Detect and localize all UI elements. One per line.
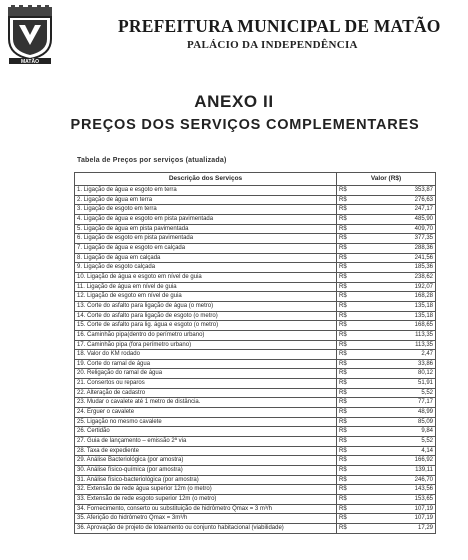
table-row [75,234,436,244]
row-description: 19. Corte do ramal de água [75,359,337,369]
table-row [75,456,436,466]
row-value: 185,36 [351,263,436,273]
row-currency: R$ [337,485,351,495]
row-currency: R$ [337,446,351,456]
row-value: 153,65 [351,495,436,505]
row-description: 22. Alteração de cadastro [75,388,337,398]
row-value: 485,90 [351,214,436,224]
row-value: 238,62 [351,272,436,282]
municipal-crest-logo [5,5,55,65]
table-row [75,446,436,456]
row-currency: R$ [337,340,351,350]
table-row [75,263,436,273]
row-description: 15. Corte de asfalto para lig. água e esgoto (o metro) [75,321,337,331]
row-description: 36. Aprovação de projeto de loteamento ou conjunto habitacional (viabilidade) [75,523,337,533]
row-currency: R$ [337,504,351,514]
row-description: 25. Ligação no mesmo cavalete [75,417,337,427]
row-description: 30. Análise físico-química (por amostra) [75,466,337,476]
row-value: 85,09 [351,417,436,427]
price-table [74,172,436,534]
row-currency: R$ [337,263,351,273]
row-description: 2. Ligação de água em terra [75,195,337,205]
row-currency: R$ [337,417,351,427]
row-currency: R$ [337,224,351,234]
row-value: 246,70 [351,475,436,485]
row-value: 113,35 [351,340,436,350]
row-currency: R$ [337,186,351,196]
row-currency: R$ [337,311,351,321]
row-description: 21. Consertos ou reparos [75,379,337,389]
table-row [75,427,436,437]
table-row [75,253,436,263]
row-currency: R$ [337,456,351,466]
table-body [75,186,436,534]
row-description: 28. Taxa de expediente [75,446,337,456]
row-currency: R$ [337,388,351,398]
table-caption: Tabela de Preços por serviços (atualizada) [77,157,227,164]
table-row [75,379,436,389]
table-row [75,388,436,398]
row-value: 377,35 [351,234,436,244]
row-value: 276,63 [351,195,436,205]
row-description: 24. Erguer o cavalete [75,408,337,418]
row-value: 288,36 [351,243,436,253]
row-description: 14. Corte do asfalto para ligação de esgoto (o metro) [75,311,337,321]
row-currency: R$ [337,495,351,505]
row-value: 113,35 [351,330,436,340]
row-currency: R$ [337,253,351,263]
annex-subtitle: PREÇOS DOS SERVIÇOS COMPLEMENTARES [70,117,420,133]
row-value: 51,91 [351,379,436,389]
row-description: 35. Aferição do hidrômetro Qmax = 3m³/h [75,514,337,524]
table-row [75,272,436,282]
row-description: 29. Análise Bacteriológica (por amostra) [75,456,337,466]
row-description: 7. Ligação de água e esgoto em calçada [75,243,337,253]
row-description: 16. Caminhão pipa(dentro do perímetro urbano) [75,330,337,340]
row-value: 107,19 [351,504,436,514]
row-currency: R$ [337,282,351,292]
row-currency: R$ [337,205,351,215]
row-value: 17,29 [351,523,436,533]
table-row [75,495,436,505]
table-row [75,224,436,234]
table-row [75,485,436,495]
row-currency: R$ [337,350,351,360]
row-currency: R$ [337,243,351,253]
row-value: 107,19 [351,514,436,524]
row-currency: R$ [337,292,351,302]
row-description: 9. Ligação de esgoto calçada [75,263,337,273]
row-description: 3. Ligação de esgoto em terra [75,205,337,215]
row-value: 48,99 [351,408,436,418]
row-description: 33. Extensão de rede esgoto superior 12m (o metro) [75,495,337,505]
row-description: 5. Ligação de água em pista pavimentada [75,224,337,234]
row-description: 12. Ligação de esgoto em nível de guia [75,292,337,302]
row-value: 241,56 [351,253,436,263]
table-row [75,437,436,447]
row-description: 11. Ligação de água em nível de guia [75,282,337,292]
table-row [75,523,436,533]
table-row [75,321,436,331]
table-header-row [75,173,436,186]
header-description: Descrição dos Serviços [75,173,337,186]
row-description: 20. Religação do ramal de água [75,369,337,379]
table-row [75,514,436,524]
table-row [75,475,436,485]
row-currency: R$ [337,427,351,437]
table-row [75,398,436,408]
row-value: 247,17 [351,205,436,215]
row-description: 32. Extensão de rede água superior 12m (o metro) [75,485,337,495]
row-currency: R$ [337,475,351,485]
row-currency: R$ [337,359,351,369]
table-row [75,292,436,302]
row-value: 166,92 [351,456,436,466]
row-value: 139,11 [351,466,436,476]
row-currency: R$ [337,272,351,282]
table-row [75,417,436,427]
table-row [75,195,436,205]
table-row [75,359,436,369]
row-description: 1. Ligação de água e esgoto em terra [75,186,337,196]
row-currency: R$ [337,330,351,340]
row-value: 33,86 [351,359,436,369]
table-row [75,205,436,215]
table-row [75,214,436,224]
row-currency: R$ [337,398,351,408]
row-description: 10. Ligação de água e esgoto em nível de guia [75,272,337,282]
row-description: 8. Ligação de água em calçada [75,253,337,263]
row-description: 31. Análise físico-bacteriológica (por amostra) [75,475,337,485]
row-currency: R$ [337,523,351,533]
palace-subtitle: PALÁCIO DA INDEPENDÊNCIA [187,39,358,51]
row-description: 18. Valor do KM rodado [75,350,337,360]
row-description: 6. Ligação de esgoto em pista pavimentada [75,234,337,244]
row-currency: R$ [337,437,351,447]
row-currency: R$ [337,466,351,476]
row-description: 27. Guia de lançamento – emissão 2ª via [75,437,337,447]
row-value: 409,70 [351,224,436,234]
table-row [75,408,436,418]
row-currency: R$ [337,214,351,224]
row-description: 17. Caminhão pipa (fora perímetro urbano) [75,340,337,350]
row-value: 2,47 [351,350,436,360]
row-currency: R$ [337,408,351,418]
row-value: 5,52 [351,388,436,398]
row-description: 26. Certidão [75,427,337,437]
row-currency: R$ [337,369,351,379]
row-currency: R$ [337,321,351,331]
row-currency: R$ [337,379,351,389]
table-row [75,340,436,350]
row-value: 77,17 [351,398,436,408]
row-value: 168,28 [351,292,436,302]
table-row [75,186,436,196]
table-row [75,330,436,340]
table-row [75,301,436,311]
row-value: 135,18 [351,311,436,321]
row-value: 5,52 [351,437,436,447]
row-currency: R$ [337,195,351,205]
row-value: 353,87 [351,186,436,196]
row-currency: R$ [337,301,351,311]
table-row [75,350,436,360]
row-description: 4. Ligação de água e esgoto em pista pavimentada [75,214,337,224]
row-value: 9,84 [351,427,436,437]
crest-label: MATÃO [21,59,39,65]
table-row [75,466,436,476]
row-value: 4,14 [351,446,436,456]
row-description: 13. Corte do asfalto para ligação de água (o metro) [75,301,337,311]
municipality-title: PREFEITURA MUNICIPAL DE MATÃO [118,16,441,36]
row-value: 135,18 [351,301,436,311]
row-value: 192,07 [351,282,436,292]
table-row [75,369,436,379]
table-row [75,282,436,292]
row-value: 143,56 [351,485,436,495]
table-row [75,243,436,253]
row-currency: R$ [337,234,351,244]
table-row [75,504,436,514]
row-description: 23. Mudar o cavalete até 1 metro de distância. [75,398,337,408]
row-value: 168,65 [351,321,436,331]
annex-title: ANEXO II [194,92,274,111]
header-value: Valor (R$) [337,173,436,186]
row-currency: R$ [337,514,351,524]
table-row [75,311,436,321]
row-description: 34. Fornecimento, conserto ou substituição de hidrômetro Qmax = 3 m³/h [75,504,337,514]
row-value: 80,12 [351,369,436,379]
